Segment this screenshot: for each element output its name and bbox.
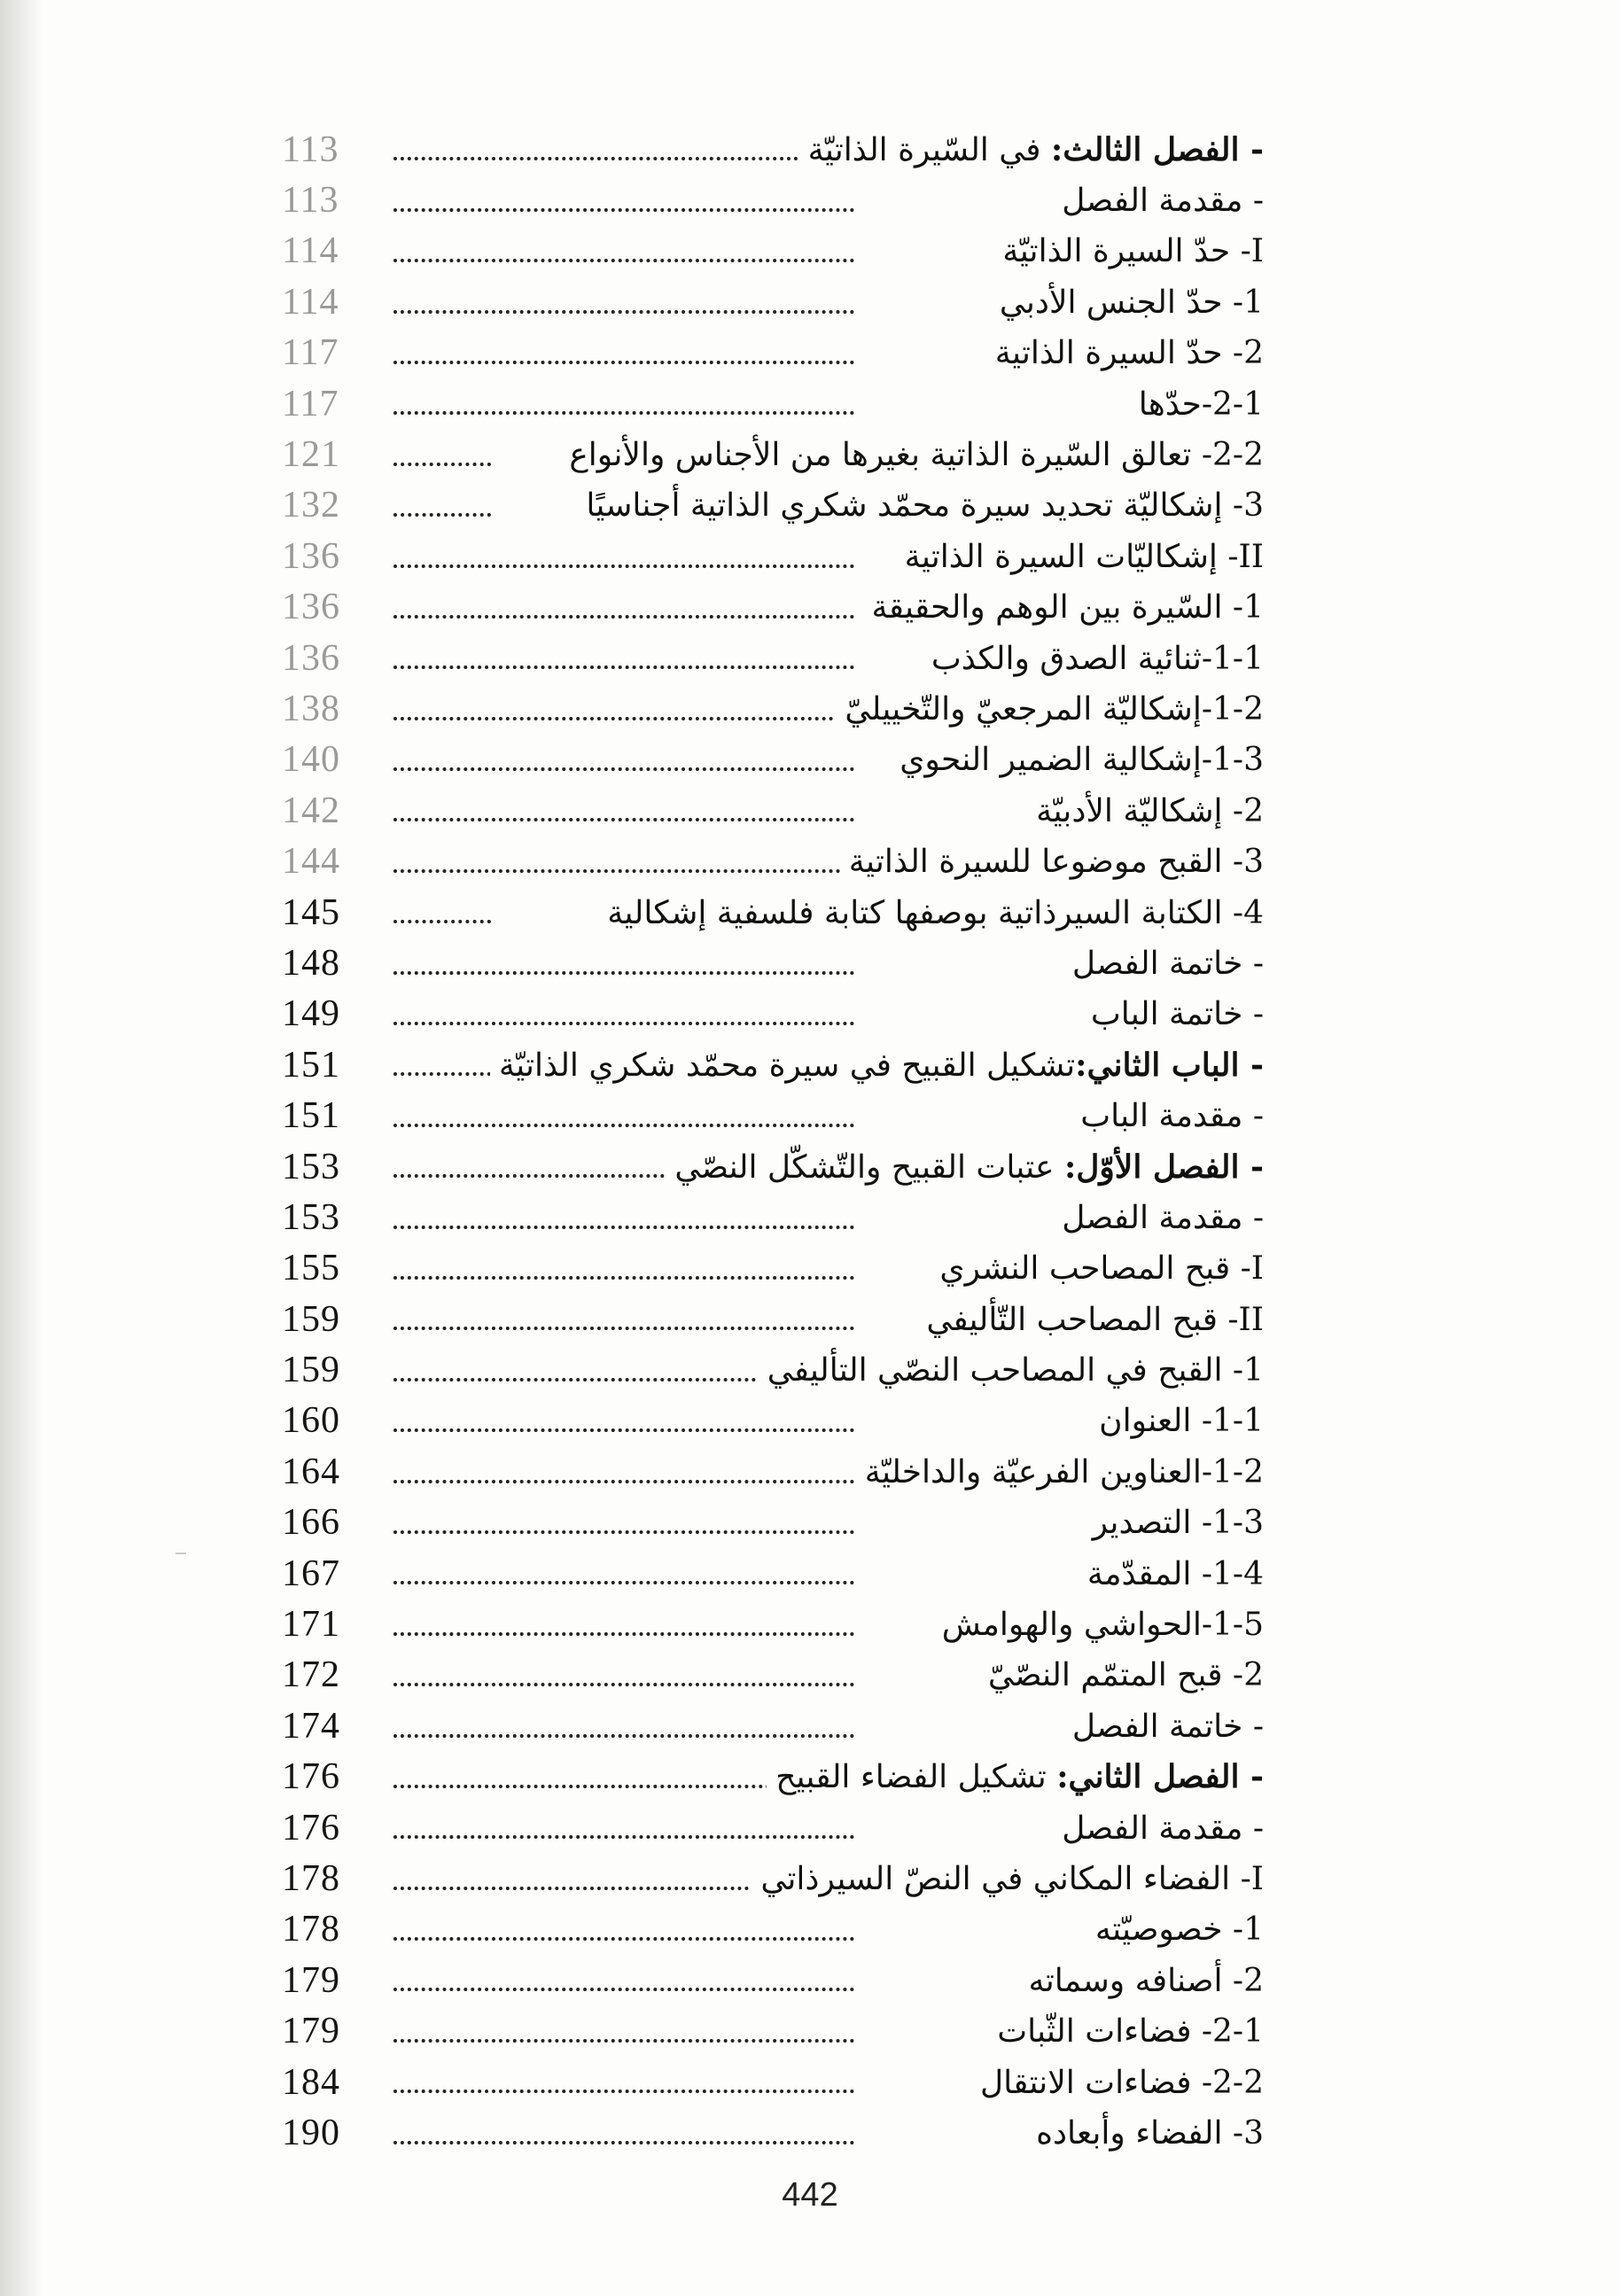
toc-entry (282, 1141, 1264, 1192)
dot-leader (393, 361, 854, 364)
toc-entry-text: 1-1-ثنائية الصدق والكذب (931, 640, 1264, 677)
toc-entry-text: 2- حدّ السيرة الذاتية (994, 335, 1264, 372)
toc-entry (282, 1853, 1264, 1903)
toc-entry (282, 531, 1264, 581)
toc-entry (282, 175, 1264, 225)
toc-entry (282, 989, 1264, 1039)
dot-leader (393, 1022, 854, 1025)
toc-entry (282, 1955, 1264, 2005)
toc-page-number: 151 (282, 1044, 340, 1086)
dot-leader (393, 208, 854, 212)
toc-entry-text: 2-2- فضاءات الانتقال (979, 2064, 1264, 2101)
toc-entry-text: 1- القبح في المصاحب النصّي التأليفي (767, 1352, 1264, 1389)
toc-entry-text: 1- حدّ الجنس الأدبي (999, 284, 1264, 321)
dot-leader (393, 1124, 854, 1127)
toc-entry (282, 2107, 1264, 2158)
toc-entry-text: في السّيرة الذاتيّة (807, 131, 1051, 168)
toc-entry-title (560, 436, 1264, 473)
dot-leader (393, 717, 854, 720)
toc-page-number: 117 (282, 332, 339, 374)
toc-page-number: 166 (282, 1502, 340, 1544)
toc-entry-title (767, 1758, 1264, 1795)
dot-leader (393, 310, 854, 314)
toc-entry-text: - خاتمة الباب (1090, 996, 1264, 1033)
toc-entry-title (988, 2012, 1264, 2050)
dot-leader (393, 1530, 854, 1534)
toc-page-number: 155 (282, 1248, 340, 1289)
toc-entry (282, 429, 1264, 479)
toc-entry (282, 1446, 1264, 1497)
toc-entry (282, 2057, 1264, 2107)
toc-entry-text: - خاتمة الفصل (1071, 945, 1264, 982)
toc-entry-text: II- إشكاليّات السيرة الذاتية (904, 538, 1264, 575)
dot-leader (393, 1937, 854, 1941)
toc-page-number: 149 (282, 993, 340, 1035)
toc-page-number: 117 (282, 383, 339, 424)
dot-leader (393, 157, 854, 160)
toc-entry-title (799, 131, 1264, 168)
dot-leader (393, 1632, 854, 1636)
toc-entry (282, 378, 1264, 429)
toc-entry-text: - مقدمة الفصل (1062, 183, 1264, 220)
toc-entry-heading: - الفصل الثالث: (1050, 130, 1264, 168)
toc-entry-text: 4- الكتابة السيرذاتية بوصفها كتابة فلسفية إشكالية (607, 894, 1264, 931)
toc-entry-title (917, 1301, 1264, 1338)
toc-entry-title (863, 588, 1265, 626)
toc-entry (282, 1802, 1264, 1853)
toc-entry (282, 1752, 1264, 1802)
toc-page-number: 140 (282, 739, 340, 781)
toc-entry-title (752, 1860, 1264, 1897)
toc-entry (282, 1294, 1264, 1344)
page-edge-shadow (0, 0, 43, 2296)
toc-entry-heading: - الفصل الأوّل: (1063, 1148, 1264, 1186)
toc-entry-text: 1-3-إشكالية الضمير النحوي (900, 742, 1264, 779)
toc-entry (282, 226, 1264, 276)
dot-leader (393, 1276, 854, 1280)
toc-entry-title (490, 1047, 1264, 1084)
toc-page-number: 184 (282, 2061, 340, 2103)
toc-entry-heading: - الفصل الثاني: (1056, 1758, 1264, 1796)
toc-entry-text: I- قبح المصاحب النشري (939, 1250, 1264, 1288)
toc-entry-title (1086, 1911, 1264, 1948)
toc-entry-text: II- قبح المصاحب التّأليفي (926, 1301, 1264, 1338)
dot-leader (393, 259, 854, 262)
toc-entry (282, 480, 1264, 531)
dot-leader (393, 665, 854, 669)
toc-page-number: 151 (282, 1095, 340, 1137)
toc-entry (282, 124, 1264, 175)
toc-entry-title (1019, 1962, 1264, 1999)
toc-page-number: 142 (282, 790, 340, 831)
dot-leader (393, 1480, 854, 1483)
toc-entry-title (993, 232, 1264, 269)
toc-entry-text: 3- الفضاء وأبعاده (1036, 2114, 1264, 2152)
toc-entry-title (1090, 1402, 1264, 1439)
toc-entry (282, 276, 1264, 327)
toc-entry-text: 1-2-إشكاليّة المرجعيّ والتّخييليّ (845, 690, 1264, 728)
dot-leader (393, 818, 854, 821)
toc-entry (282, 887, 1264, 938)
toc-page-number: 153 (282, 1196, 340, 1238)
dot-leader (393, 615, 854, 619)
toc-entry (282, 1701, 1264, 1751)
toc-entry (282, 2005, 1264, 2056)
toc-page-number: 113 (282, 180, 339, 222)
toc-page-number: 176 (282, 1756, 340, 1798)
toc-entry-title (971, 2064, 1264, 2101)
dot-leader (393, 1581, 854, 1584)
toc-entry-text: - مقدمة الباب (1080, 1098, 1264, 1135)
toc-page-number: 176 (282, 1807, 340, 1848)
toc-entry (282, 1599, 1264, 1649)
toc-entry-text: 1- السّيرة بين الوهم والحقيقة (871, 589, 1264, 627)
toc-entry-text: 1-4- المقدّمة (1086, 1555, 1264, 1592)
dot-leader (393, 767, 854, 771)
dot-leader (393, 1072, 491, 1076)
toc-page-number: 138 (282, 688, 340, 729)
toc-entry-text: - خاتمة الفصل (1071, 1708, 1264, 1745)
toc-entry-title (836, 690, 1264, 728)
toc-entry-title (1130, 385, 1264, 423)
toc-entry-title (840, 843, 1264, 880)
toc-page-number: 160 (282, 1400, 340, 1442)
toc-entry-text: 2- إشكاليّة الأدبيّة (1036, 792, 1264, 829)
toc-entry (282, 1192, 1264, 1242)
toc-page-number: 179 (282, 1959, 340, 2001)
toc-entry-text: I- حدّ السيرة الذاتيّة (1002, 233, 1264, 270)
toc-entry-text: عتبات القبيح والتّشكّل النصّي (674, 1148, 1064, 1186)
toc-entry-title (577, 486, 1264, 524)
dot-leader (393, 1327, 854, 1330)
toc-entry-text: 1- خصوصيّته (1094, 1911, 1264, 1949)
toc-page-number: 178 (282, 1857, 340, 1899)
toc-page-number: 164 (282, 1451, 340, 1492)
toc-page-number: 136 (282, 535, 340, 577)
toc-page-number: 136 (282, 637, 340, 679)
toc-entry-text: 2-1- فضاءات الثّبات (997, 2013, 1264, 2051)
toc-page-number: 136 (282, 587, 340, 628)
dot-leader (393, 1734, 854, 1738)
toc-page-number: 113 (282, 128, 339, 170)
dot-leader (393, 411, 854, 415)
toc-page-number: 178 (282, 1909, 340, 1950)
toc-entry-title (1053, 1199, 1264, 1236)
toc-entry (282, 785, 1264, 836)
toc-entry-title (931, 1249, 1264, 1287)
dot-leader (393, 920, 491, 923)
toc-entry-text: 2-1-حدّها (1138, 385, 1264, 423)
toc-entry (282, 328, 1264, 378)
table-of-contents (282, 124, 1264, 2159)
toc-entry-title (979, 1656, 1264, 1693)
toc-page-number: 179 (282, 2011, 340, 2052)
toc-entry (282, 1548, 1264, 1599)
toc-entry-heading: - الباب الثاني: (1075, 1046, 1264, 1084)
toc-entry-text: 1-1- العنوان (1099, 1403, 1264, 1440)
toc-entry-text: 2- قبح المتمّم النصّيّ (987, 1657, 1264, 1694)
dot-leader (393, 2090, 854, 2093)
toc-page-number: 153 (282, 1146, 340, 1187)
toc-entry (282, 1344, 1264, 1395)
toc-entry-title (598, 894, 1264, 931)
toc-entry-text: 1-5-الحواشي والهوامش (941, 1607, 1264, 1644)
dot-leader (393, 1835, 854, 1839)
toc-entry (282, 836, 1264, 886)
toc-entry-text: - مقدمة الفصل (1062, 1810, 1264, 1847)
toc-page-number: 145 (282, 891, 340, 933)
toc-entry-title (1027, 2114, 1264, 2152)
toc-entry-title (923, 640, 1264, 677)
toc-entry-text: - مقدمة الفصل (1062, 1199, 1264, 1236)
toc-entry-title (1053, 1810, 1264, 1847)
dot-leader (393, 1226, 854, 1229)
toc-entry (282, 1904, 1264, 1955)
toc-entry (282, 683, 1264, 734)
toc-entry (282, 1039, 1264, 1090)
toc-entry-title (891, 741, 1264, 778)
toc-page-number: 190 (282, 2112, 340, 2153)
dot-leader (393, 869, 854, 873)
toc-entry-text: 1-3- التصدير (1092, 1505, 1264, 1542)
dot-leader (393, 2039, 854, 2043)
toc-page-number: 172 (282, 1654, 340, 1696)
toc-entry-title (1063, 1708, 1264, 1745)
toc-entry (282, 1243, 1264, 1294)
toc-page-number: 167 (282, 1553, 340, 1594)
toc-page-number: 159 (282, 1298, 340, 1340)
dot-leader (393, 2141, 854, 2144)
dot-leader (393, 1428, 854, 1432)
toc-entry-title (1079, 1555, 1264, 1592)
toc-page-number: 114 (282, 281, 339, 323)
toc-entry-text: 2- أصنافه وسماته (1028, 1962, 1264, 1999)
toc-entry-title (896, 538, 1264, 575)
toc-entry (282, 633, 1264, 683)
toc-entry-text: 3- إشكاليّة تحديد سيرة محمّد شكري الذاتية أجناسيًا (586, 487, 1264, 525)
toc-entry-text: 3- القبح موضوعا للسيرة الذاتية (848, 844, 1264, 881)
toc-page-number: 171 (282, 1604, 340, 1646)
toc-entry-text: تشكيل القبيح في سيرة محمّد شكري الذاتيّة (498, 1047, 1076, 1084)
dot-leader (393, 971, 854, 975)
toc-entry-title (1084, 1504, 1264, 1541)
toc-entry-text: 1-2-العناوين الفرعيّة والداخليّة (864, 1453, 1264, 1490)
toc-page-number: 132 (282, 485, 340, 526)
toc-entry (282, 1090, 1264, 1140)
toc-entry (282, 1498, 1264, 1548)
toc-entry-title (933, 1606, 1264, 1643)
toc-entry-text: I- الفضاء المكاني في النصّ السيرذاتي (760, 1860, 1264, 1897)
toc-entry-title (1082, 995, 1264, 1032)
toc-entry-text: 2-2- تعالق السّيرة الذاتية بغيرها من الأجناس والأنواع (569, 437, 1264, 474)
toc-entry-title (1063, 945, 1264, 982)
dot-leader (393, 513, 491, 517)
toc-entry-title (1027, 792, 1264, 829)
dot-leader (393, 564, 854, 568)
toc-entry (282, 582, 1264, 633)
toc-page-number: 174 (282, 1705, 340, 1747)
dot-leader (393, 1988, 854, 1991)
toc-entry (282, 1396, 1264, 1446)
scan-mark (175, 1553, 186, 1554)
toc-page-number: 148 (282, 942, 340, 984)
toc-entry-text: تشكيل الفضاء القبيح (775, 1759, 1057, 1796)
toc-entry-title (759, 1351, 1264, 1389)
toc-page-number: 159 (282, 1350, 340, 1391)
toc-entry (282, 1650, 1264, 1701)
toc-page-number: 144 (282, 841, 340, 883)
toc-entry-title (1053, 182, 1264, 219)
toc-entry (282, 938, 1264, 988)
toc-entry-title (666, 1148, 1264, 1186)
dot-leader (393, 463, 491, 466)
toc-entry-title (1071, 1097, 1264, 1134)
toc-entry-title (986, 334, 1264, 371)
toc-entry (282, 735, 1264, 785)
toc-page-number: 121 (282, 434, 340, 476)
dot-leader (393, 1683, 854, 1686)
toc-entry-title (991, 284, 1264, 321)
toc-page-number: 114 (282, 230, 339, 272)
toc-entry-title (856, 1453, 1264, 1490)
page-number: 442 (782, 2176, 838, 2214)
